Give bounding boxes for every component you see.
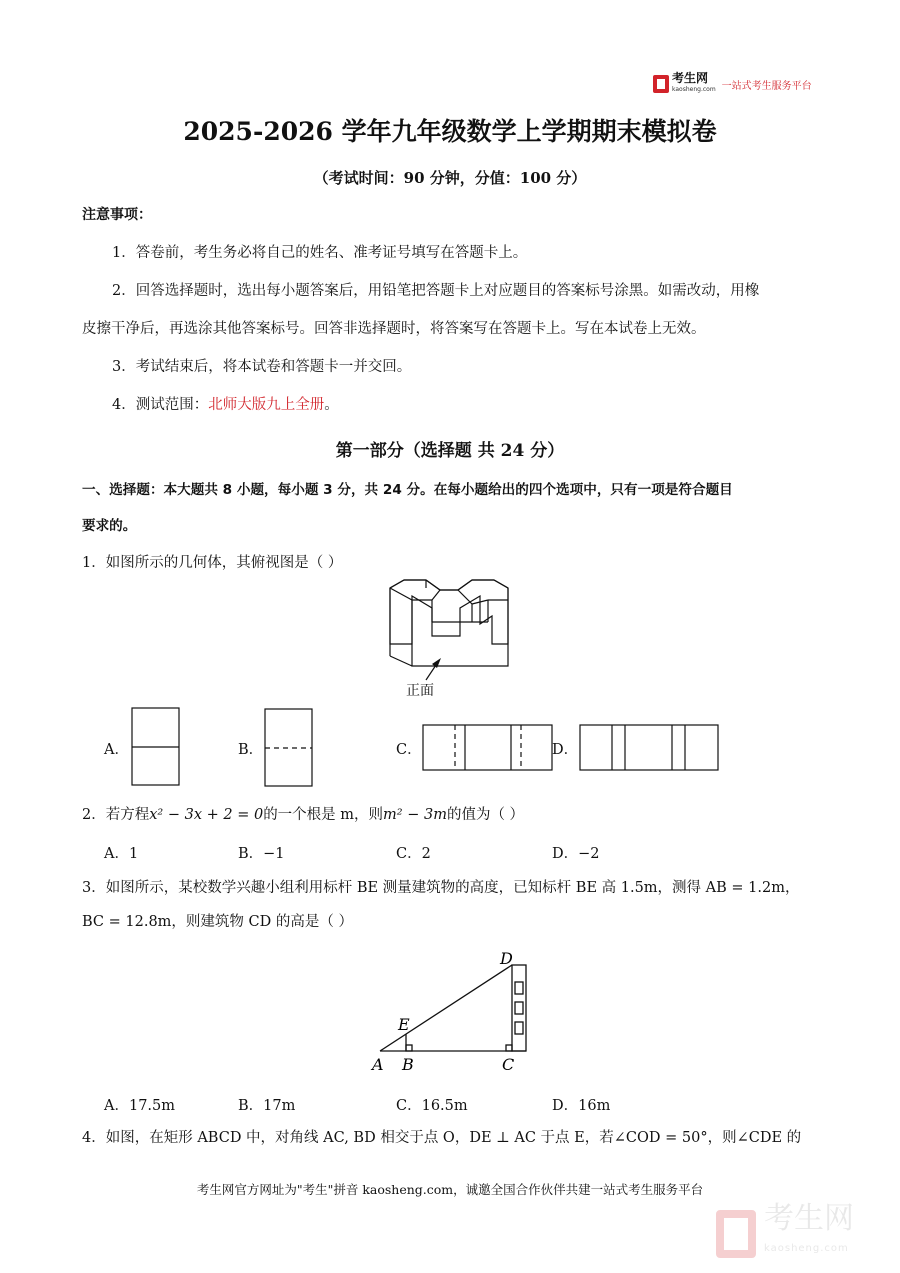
q1-option-d-figure [579, 724, 720, 772]
q1-option-a-figure [131, 707, 181, 787]
exam-info: （考试时间：90 分钟，分值：100 分） [313, 169, 587, 187]
q2-expression: m² − 3m [383, 807, 447, 823]
question-4-line-1: 4．如图，在矩形 ABCD 中，对角线 AC, BD 相交于点 O，DE ⊥ AC 于点 E，若∠COD = 50°，则∠CDE 的 [82, 1130, 802, 1146]
watermark [716, 1201, 854, 1264]
q3-option-c[interactable]: C．16.5m [396, 1098, 468, 1114]
q1-option-b-figure [264, 708, 314, 788]
q3-label-a: A [372, 1055, 384, 1074]
q1-option-c-figure [422, 724, 554, 772]
notice-item-2b: 皮擦干净后，再选涂其他答案标号。回答非选择题时，将答案写在答题卡上。写在本试卷上无效。 [82, 321, 706, 337]
notice-item-3: 3．考试结束后，将本试卷和答题卡一并交回。 [112, 359, 412, 375]
q3-figure [366, 946, 536, 1076]
q1-option-a[interactable]: A． [104, 742, 129, 758]
q1-option-c[interactable]: C． [396, 742, 422, 758]
section-heading: 第一部分（选择题 共 24 分） [335, 441, 565, 461]
q2-equation: x² − 3x + 2 = 0 [149, 807, 264, 823]
logo-slogan: 一站式考生服务平台 [721, 80, 812, 92]
notice-item-2a: 2．回答选择题时，选出每小题答案后，用铅笔把答题卡上对应题目的答案标号涂黑。如需改动，用橡 [112, 283, 760, 299]
q1-front-label: 正面 [406, 683, 434, 699]
q1-option-d[interactable]: D． [552, 742, 579, 758]
q1-option-b[interactable]: B． [238, 742, 264, 758]
q3-option-a[interactable]: A．17.5m [104, 1098, 176, 1114]
q2-option-b[interactable]: B．−1 [238, 846, 285, 862]
q2-option-d[interactable]: D．−2 [552, 846, 600, 862]
q3-label-e: E [398, 1015, 410, 1034]
section-instructions-a: 一、选择题：本大题共 8 小题，每小题 3 分，共 24 分。在每小题给出的四个选项中，只有一项是符合题目 [82, 482, 733, 498]
page-title: 2025-2026 学年九年级数学上学期期末模拟卷 [183, 117, 717, 146]
notice-heading: 注意事项： [82, 207, 152, 223]
question-3-line-2: BC = 12.8m，则建筑物 CD 的高是（ ） [82, 914, 353, 930]
notice-item-1: 1．答卷前，考生务必将自己的姓名、准考证号填写在答题卡上。 [112, 245, 528, 261]
q3-label-b: B [402, 1055, 414, 1074]
page-footer: 考生网官方网址为"考生"拼音 kaosheng.com，诚邀全国合作伙伴共建一站式考生服务平台 [196, 1182, 704, 1197]
logo-brand: 考生网 kaosheng.com [672, 71, 716, 93]
notice-item-4: 4．测试范围：北师大版九上全册。 [112, 397, 339, 413]
question-1-stem: 1．如图所示的几何体，其俯视图是（ ） [82, 555, 343, 571]
q3-label-c: C [502, 1055, 515, 1074]
q2-option-c[interactable]: C．2 [396, 846, 431, 862]
q3-label-d: D [500, 949, 513, 968]
watermark-text: 考生网 kaosheng.com [764, 1201, 854, 1254]
logo-domain: kaosheng.com [672, 86, 716, 93]
q1-solid-figure [380, 576, 520, 700]
test-scope: 北师大版九上全册 [208, 397, 325, 413]
watermark-logo-icon [716, 1210, 756, 1258]
q3-option-b[interactable]: B．17m [238, 1098, 296, 1114]
brand-logo [653, 73, 812, 95]
q2-option-a[interactable]: A．1 [104, 846, 139, 862]
question-3-line-1: 3．如图所示，某校数学兴趣小组利用标杆 BE 测量建筑物的高度，已知标杆 BE 高 1.5m，测得 AB = 1.2m， [82, 880, 800, 896]
logo-icon [653, 75, 669, 93]
q3-option-d[interactable]: D．16m [552, 1098, 611, 1114]
section-instructions-b: 要求的。 [82, 518, 137, 534]
question-2-stem: 2．若方程x² − 3x + 2 = 0的一个根是 m，则m² − 3m的值为（ ） [82, 807, 525, 823]
